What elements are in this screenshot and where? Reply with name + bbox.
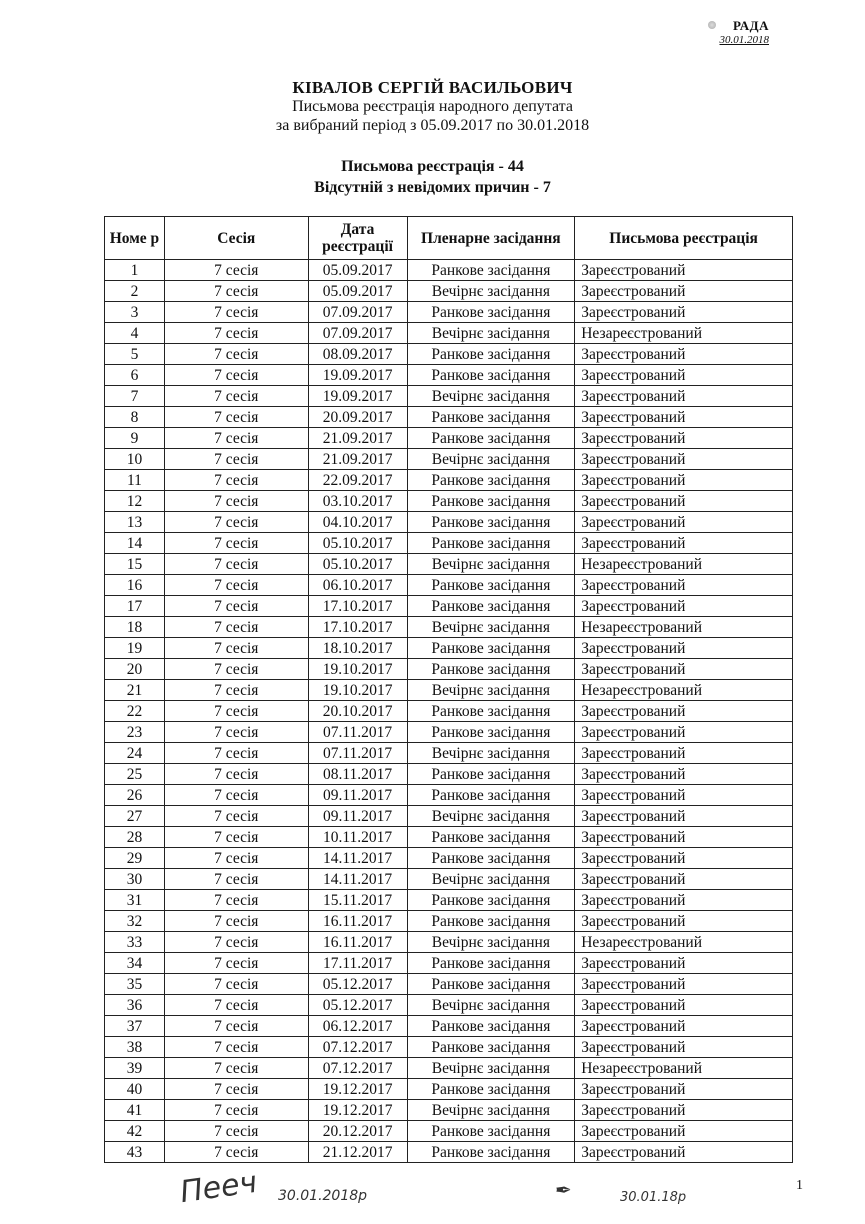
- table-row: [105, 428, 793, 449]
- cell-plenary: Вечірнє засідання: [407, 743, 575, 764]
- table-row: [105, 596, 793, 617]
- cell-date: 19.10.2017: [308, 659, 407, 680]
- cell-plenary: Ранкове засідання: [407, 659, 575, 680]
- page-number: 1: [796, 1178, 803, 1193]
- cell-session: 7 сесія: [164, 659, 308, 680]
- cell-date: 19.10.2017: [308, 680, 407, 701]
- cell-number: 13: [105, 512, 165, 533]
- cell-plenary: Вечірнє засідання: [407, 323, 575, 344]
- cell-number: 40: [105, 1079, 165, 1100]
- cell-plenary: Ранкове засідання: [407, 533, 575, 554]
- cell-plenary: Вечірнє засідання: [407, 995, 575, 1016]
- cell-registration: Зареєстрований: [575, 302, 793, 323]
- cell-registration: Зареєстрований: [575, 533, 793, 554]
- signature-2-date: 30.01.18р: [620, 1190, 687, 1205]
- table-row: [105, 1142, 793, 1163]
- cell-number: 34: [105, 953, 165, 974]
- cell-date: 05.10.2017: [308, 554, 407, 575]
- cell-date: 03.10.2017: [308, 491, 407, 512]
- cell-date: 06.10.2017: [308, 575, 407, 596]
- cell-plenary: Ранкове засідання: [407, 344, 575, 365]
- cell-registration: Зареєстрований: [575, 470, 793, 491]
- cell-date: 09.11.2017: [308, 806, 407, 827]
- cell-registration: Зареєстрований: [575, 407, 793, 428]
- cell-plenary: Ранкове засідання: [407, 470, 575, 491]
- cell-date: 07.11.2017: [308, 722, 407, 743]
- cell-number: 31: [105, 890, 165, 911]
- table-row: [105, 764, 793, 785]
- table-row: [105, 407, 793, 428]
- cell-session: 7 сесія: [164, 722, 308, 743]
- table-row: [105, 1037, 793, 1058]
- table-row: [105, 974, 793, 995]
- table-row: [105, 827, 793, 848]
- cell-number: 9: [105, 428, 165, 449]
- table-row: [105, 659, 793, 680]
- cell-number: 26: [105, 785, 165, 806]
- table-body: [105, 260, 793, 1163]
- cell-date: 07.12.2017: [308, 1058, 407, 1079]
- cell-registration: Зареєстрований: [575, 1079, 793, 1100]
- cell-session: 7 сесія: [164, 974, 308, 995]
- cell-number: 4: [105, 323, 165, 344]
- cell-number: 22: [105, 701, 165, 722]
- signature-2: ✒: [555, 1178, 572, 1202]
- cell-date: 19.09.2017: [308, 386, 407, 407]
- cell-session: 7 сесія: [164, 596, 308, 617]
- cell-plenary: Ранкове засідання: [407, 1016, 575, 1037]
- cell-registration: Зареєстрований: [575, 1037, 793, 1058]
- cell-date: 05.10.2017: [308, 533, 407, 554]
- cell-number: 29: [105, 848, 165, 869]
- cell-number: 37: [105, 1016, 165, 1037]
- cell-date: 16.11.2017: [308, 911, 407, 932]
- cell-plenary: Ранкове засідання: [407, 1121, 575, 1142]
- cell-number: 20: [105, 659, 165, 680]
- cell-number: 8: [105, 407, 165, 428]
- table-row: [105, 995, 793, 1016]
- table-row: [105, 470, 793, 491]
- cell-registration: Зареєстрований: [575, 1016, 793, 1037]
- table-row: [105, 1100, 793, 1121]
- cell-plenary: Ранкове засідання: [407, 1079, 575, 1100]
- cell-plenary: Вечірнє засідання: [407, 806, 575, 827]
- cell-plenary: Ранкове засідання: [407, 848, 575, 869]
- cell-date: 19.09.2017: [308, 365, 407, 386]
- cell-registration: Зареєстрований: [575, 638, 793, 659]
- cell-plenary: Вечірнє засідання: [407, 932, 575, 953]
- cell-session: 7 сесія: [164, 764, 308, 785]
- cell-registration: Зареєстрований: [575, 1142, 793, 1163]
- cell-plenary: Ранкове засідання: [407, 428, 575, 449]
- column-header-date: Дата реєстрації: [308, 217, 407, 260]
- cell-plenary: Ранкове засідання: [407, 575, 575, 596]
- cell-registration: Незареєстрований: [575, 554, 793, 575]
- cell-plenary: Ранкове засідання: [407, 596, 575, 617]
- table-row: [105, 869, 793, 890]
- cell-plenary: Ранкове засідання: [407, 260, 575, 281]
- cell-plenary: Ранкове засідання: [407, 785, 575, 806]
- cell-plenary: Ранкове засідання: [407, 407, 575, 428]
- cell-plenary: Ранкове засідання: [407, 890, 575, 911]
- cell-registration: Зареєстрований: [575, 890, 793, 911]
- cell-number: 24: [105, 743, 165, 764]
- cell-session: 7 сесія: [164, 533, 308, 554]
- cell-date: 04.10.2017: [308, 512, 407, 533]
- cell-session: 7 сесія: [164, 449, 308, 470]
- cell-plenary: Ранкове засідання: [407, 512, 575, 533]
- cell-registration: Зареєстрований: [575, 491, 793, 512]
- cell-session: 7 сесія: [164, 512, 308, 533]
- cell-number: 43: [105, 1142, 165, 1163]
- cell-date: 05.09.2017: [308, 260, 407, 281]
- table-row: [105, 848, 793, 869]
- cell-date: 21.09.2017: [308, 449, 407, 470]
- cell-registration: Зареєстрований: [575, 848, 793, 869]
- table-row: [105, 743, 793, 764]
- summary-absent: Відсутній з невідомих причин - 7: [314, 179, 551, 196]
- cell-date: 14.11.2017: [308, 869, 407, 890]
- table-row: [105, 260, 793, 281]
- column-header-registration: Письмова реєстрація: [575, 217, 793, 260]
- cell-registration: Зареєстрований: [575, 365, 793, 386]
- stamp-date: 30.01.2018: [719, 34, 769, 46]
- rada-stamp: [720, 18, 770, 46]
- table-row: [105, 323, 793, 344]
- cell-registration: Зареєстрований: [575, 260, 793, 281]
- table-row: [105, 1016, 793, 1037]
- cell-session: 7 сесія: [164, 1058, 308, 1079]
- cell-date: 21.09.2017: [308, 428, 407, 449]
- table-row: [105, 806, 793, 827]
- cell-number: 1: [105, 260, 165, 281]
- table-row: [105, 911, 793, 932]
- column-header-plenary: Пленарне засідання: [407, 217, 575, 260]
- cell-registration: Зареєстрований: [575, 386, 793, 407]
- cell-session: 7 сесія: [164, 1037, 308, 1058]
- table-row: [105, 785, 793, 806]
- cell-registration: Незареєстрований: [575, 680, 793, 701]
- cell-number: 12: [105, 491, 165, 512]
- table-row: [105, 890, 793, 911]
- cell-plenary: Вечірнє засідання: [407, 449, 575, 470]
- stamp-title-text: РАДА: [733, 18, 769, 33]
- cell-registration: Зареєстрований: [575, 827, 793, 848]
- cell-session: 7 сесія: [164, 1079, 308, 1100]
- table-row: [105, 701, 793, 722]
- cell-number: 7: [105, 386, 165, 407]
- cell-session: 7 сесія: [164, 995, 308, 1016]
- cell-number: 3: [105, 302, 165, 323]
- signature-1-date: 30.01.2018р: [278, 1188, 368, 1204]
- registration-table: [104, 216, 793, 1163]
- cell-plenary: Ранкове засідання: [407, 974, 575, 995]
- cell-date: 20.10.2017: [308, 701, 407, 722]
- cell-session: 7 сесія: [164, 281, 308, 302]
- cell-date: 05.12.2017: [308, 995, 407, 1016]
- cell-number: 18: [105, 617, 165, 638]
- cell-plenary: Ранкове засідання: [407, 764, 575, 785]
- cell-registration: Зареєстрований: [575, 953, 793, 974]
- cell-plenary: Ранкове засідання: [407, 365, 575, 386]
- cell-registration: Зареєстрований: [575, 449, 793, 470]
- table-row: [105, 953, 793, 974]
- cell-number: 35: [105, 974, 165, 995]
- cell-number: 16: [105, 575, 165, 596]
- cell-session: 7 сесія: [164, 575, 308, 596]
- cell-registration: Незареєстрований: [575, 932, 793, 953]
- cell-plenary: Ранкове засідання: [407, 302, 575, 323]
- table-row: [105, 302, 793, 323]
- cell-registration: Зареєстрований: [575, 428, 793, 449]
- table-row: [105, 722, 793, 743]
- cell-number: 23: [105, 722, 165, 743]
- cell-date: 07.09.2017: [308, 323, 407, 344]
- cell-session: 7 сесія: [164, 806, 308, 827]
- cell-registration: Зареєстрований: [575, 722, 793, 743]
- cell-plenary: Ранкове засідання: [407, 1037, 575, 1058]
- cell-session: 7 сесія: [164, 491, 308, 512]
- cell-number: 5: [105, 344, 165, 365]
- table-row: [105, 617, 793, 638]
- cell-number: 17: [105, 596, 165, 617]
- cell-date: 05.09.2017: [308, 281, 407, 302]
- cell-plenary: Вечірнє засідання: [407, 617, 575, 638]
- cell-number: 32: [105, 911, 165, 932]
- cell-date: 05.12.2017: [308, 974, 407, 995]
- cell-session: 7 сесія: [164, 386, 308, 407]
- cell-plenary: Вечірнє засідання: [407, 1058, 575, 1079]
- cell-plenary: Ранкове засідання: [407, 1142, 575, 1163]
- cell-registration: Зареєстрований: [575, 596, 793, 617]
- table-row: [105, 680, 793, 701]
- cell-session: 7 сесія: [164, 638, 308, 659]
- cell-session: 7 сесія: [164, 869, 308, 890]
- cell-number: 39: [105, 1058, 165, 1079]
- cell-registration: Зареєстрований: [575, 806, 793, 827]
- cell-registration: Зареєстрований: [575, 974, 793, 995]
- cell-registration: Зареєстрований: [575, 1121, 793, 1142]
- cell-session: 7 сесія: [164, 953, 308, 974]
- table-row: [105, 638, 793, 659]
- cell-session: 7 сесія: [164, 932, 308, 953]
- cell-registration: Зареєстрований: [575, 785, 793, 806]
- table-row: [105, 1121, 793, 1142]
- cell-session: 7 сесія: [164, 785, 308, 806]
- cell-date: 20.12.2017: [308, 1121, 407, 1142]
- cell-number: 15: [105, 554, 165, 575]
- cell-number: 36: [105, 995, 165, 1016]
- cell-date: 14.11.2017: [308, 848, 407, 869]
- cell-session: 7 сесія: [164, 701, 308, 722]
- table-row: [105, 1058, 793, 1079]
- cell-session: 7 сесія: [164, 260, 308, 281]
- cell-plenary: Вечірнє засідання: [407, 554, 575, 575]
- cell-session: 7 сесія: [164, 554, 308, 575]
- cell-plenary: Ранкове засідання: [407, 722, 575, 743]
- cell-registration: Зареєстрований: [575, 281, 793, 302]
- cell-number: 38: [105, 1037, 165, 1058]
- cell-date: 07.12.2017: [308, 1037, 407, 1058]
- cell-date: 22.09.2017: [308, 470, 407, 491]
- document-period: за вибраний період з 05.09.2017 по 30.01.2018: [275, 117, 590, 134]
- cell-registration: Зареєстрований: [575, 1100, 793, 1121]
- cell-date: 10.11.2017: [308, 827, 407, 848]
- cell-number: 11: [105, 470, 165, 491]
- cell-number: 14: [105, 533, 165, 554]
- cell-registration: Зареєстрований: [575, 869, 793, 890]
- cell-plenary: Вечірнє засідання: [407, 869, 575, 890]
- cell-registration: Незареєстрований: [575, 1058, 793, 1079]
- cell-session: 7 сесія: [164, 1016, 308, 1037]
- cell-date: 20.09.2017: [308, 407, 407, 428]
- cell-date: 06.12.2017: [308, 1016, 407, 1037]
- cell-registration: Зареєстрований: [575, 995, 793, 1016]
- table-row: [105, 932, 793, 953]
- cell-registration: Зареєстрований: [575, 911, 793, 932]
- signature-1: Пееч: [177, 1164, 260, 1211]
- cell-session: 7 сесія: [164, 1121, 308, 1142]
- table-row: [105, 281, 793, 302]
- cell-number: 28: [105, 827, 165, 848]
- cell-session: 7 сесія: [164, 1142, 308, 1163]
- cell-registration: Зареєстрований: [575, 512, 793, 533]
- cell-number: 25: [105, 764, 165, 785]
- cell-registration: Зареєстрований: [575, 344, 793, 365]
- cell-registration: Зареєстрований: [575, 764, 793, 785]
- cell-registration: Незареєстрований: [575, 323, 793, 344]
- table-row: [105, 533, 793, 554]
- cell-plenary: Ранкове засідання: [407, 911, 575, 932]
- cell-number: 19: [105, 638, 165, 659]
- column-header-session: Сесія: [164, 217, 308, 260]
- table-row: [105, 491, 793, 512]
- cell-number: 10: [105, 449, 165, 470]
- table-row: [105, 554, 793, 575]
- cell-registration: Незареєстрований: [575, 617, 793, 638]
- column-header-number: Номе р: [105, 217, 165, 260]
- cell-date: 09.11.2017: [308, 785, 407, 806]
- cell-date: 15.11.2017: [308, 890, 407, 911]
- cell-session: 7 сесія: [164, 890, 308, 911]
- cell-session: 7 сесія: [164, 911, 308, 932]
- cell-number: 6: [105, 365, 165, 386]
- cell-plenary: Вечірнє засідання: [407, 1100, 575, 1121]
- cell-session: 7 сесія: [164, 323, 308, 344]
- cell-session: 7 сесія: [164, 827, 308, 848]
- cell-plenary: Ранкове засідання: [407, 491, 575, 512]
- cell-registration: Зареєстрований: [575, 743, 793, 764]
- table-row: [105, 386, 793, 407]
- cell-date: 08.11.2017: [308, 764, 407, 785]
- cell-date: 18.10.2017: [308, 638, 407, 659]
- cell-number: 2: [105, 281, 165, 302]
- document-subtitle: Письмова реєстрація народного депутата: [292, 98, 573, 115]
- cell-session: 7 сесія: [164, 470, 308, 491]
- cell-plenary: Вечірнє засідання: [407, 386, 575, 407]
- cell-session: 7 сесія: [164, 1100, 308, 1121]
- cell-plenary: Вечірнє засідання: [407, 680, 575, 701]
- cell-date: 19.12.2017: [308, 1100, 407, 1121]
- cell-date: 19.12.2017: [308, 1079, 407, 1100]
- cell-session: 7 сесія: [164, 848, 308, 869]
- cell-registration: Зареєстрований: [575, 575, 793, 596]
- table-row: [105, 449, 793, 470]
- cell-registration: Зареєстрований: [575, 701, 793, 722]
- cell-date: 17.11.2017: [308, 953, 407, 974]
- cell-date: 07.11.2017: [308, 743, 407, 764]
- stamp-emblem-icon: [708, 21, 716, 29]
- table-row: [105, 512, 793, 533]
- cell-session: 7 сесія: [164, 617, 308, 638]
- cell-plenary: Ранкове засідання: [407, 638, 575, 659]
- table-header-row: [105, 217, 793, 260]
- cell-date: 16.11.2017: [308, 932, 407, 953]
- stamp-title: [720, 18, 770, 34]
- cell-session: 7 сесія: [164, 407, 308, 428]
- cell-date: 08.09.2017: [308, 344, 407, 365]
- cell-number: 33: [105, 932, 165, 953]
- table-row: [105, 1079, 793, 1100]
- cell-plenary: Ранкове засідання: [407, 701, 575, 722]
- cell-number: 30: [105, 869, 165, 890]
- cell-session: 7 сесія: [164, 365, 308, 386]
- table-row: [105, 344, 793, 365]
- cell-session: 7 сесія: [164, 743, 308, 764]
- cell-number: 21: [105, 680, 165, 701]
- cell-date: 07.09.2017: [308, 302, 407, 323]
- table-row: [105, 365, 793, 386]
- cell-session: 7 сесія: [164, 428, 308, 449]
- cell-plenary: Ранкове засідання: [407, 953, 575, 974]
- summary-registered: Письмова реєстрація - 44: [341, 158, 524, 175]
- cell-session: 7 сесія: [164, 680, 308, 701]
- cell-date: 17.10.2017: [308, 596, 407, 617]
- cell-number: 42: [105, 1121, 165, 1142]
- cell-registration: Зареєстрований: [575, 659, 793, 680]
- cell-date: 17.10.2017: [308, 617, 407, 638]
- cell-date: 21.12.2017: [308, 1142, 407, 1163]
- cell-plenary: Ранкове засідання: [407, 827, 575, 848]
- cell-number: 27: [105, 806, 165, 827]
- cell-plenary: Вечірнє засідання: [407, 281, 575, 302]
- cell-session: 7 сесія: [164, 302, 308, 323]
- deputy-name: КІВАЛОВ СЕРГІЙ ВАСИЛЬОВИЧ: [292, 78, 573, 97]
- cell-session: 7 сесія: [164, 344, 308, 365]
- table-row: [105, 575, 793, 596]
- cell-number: 41: [105, 1100, 165, 1121]
